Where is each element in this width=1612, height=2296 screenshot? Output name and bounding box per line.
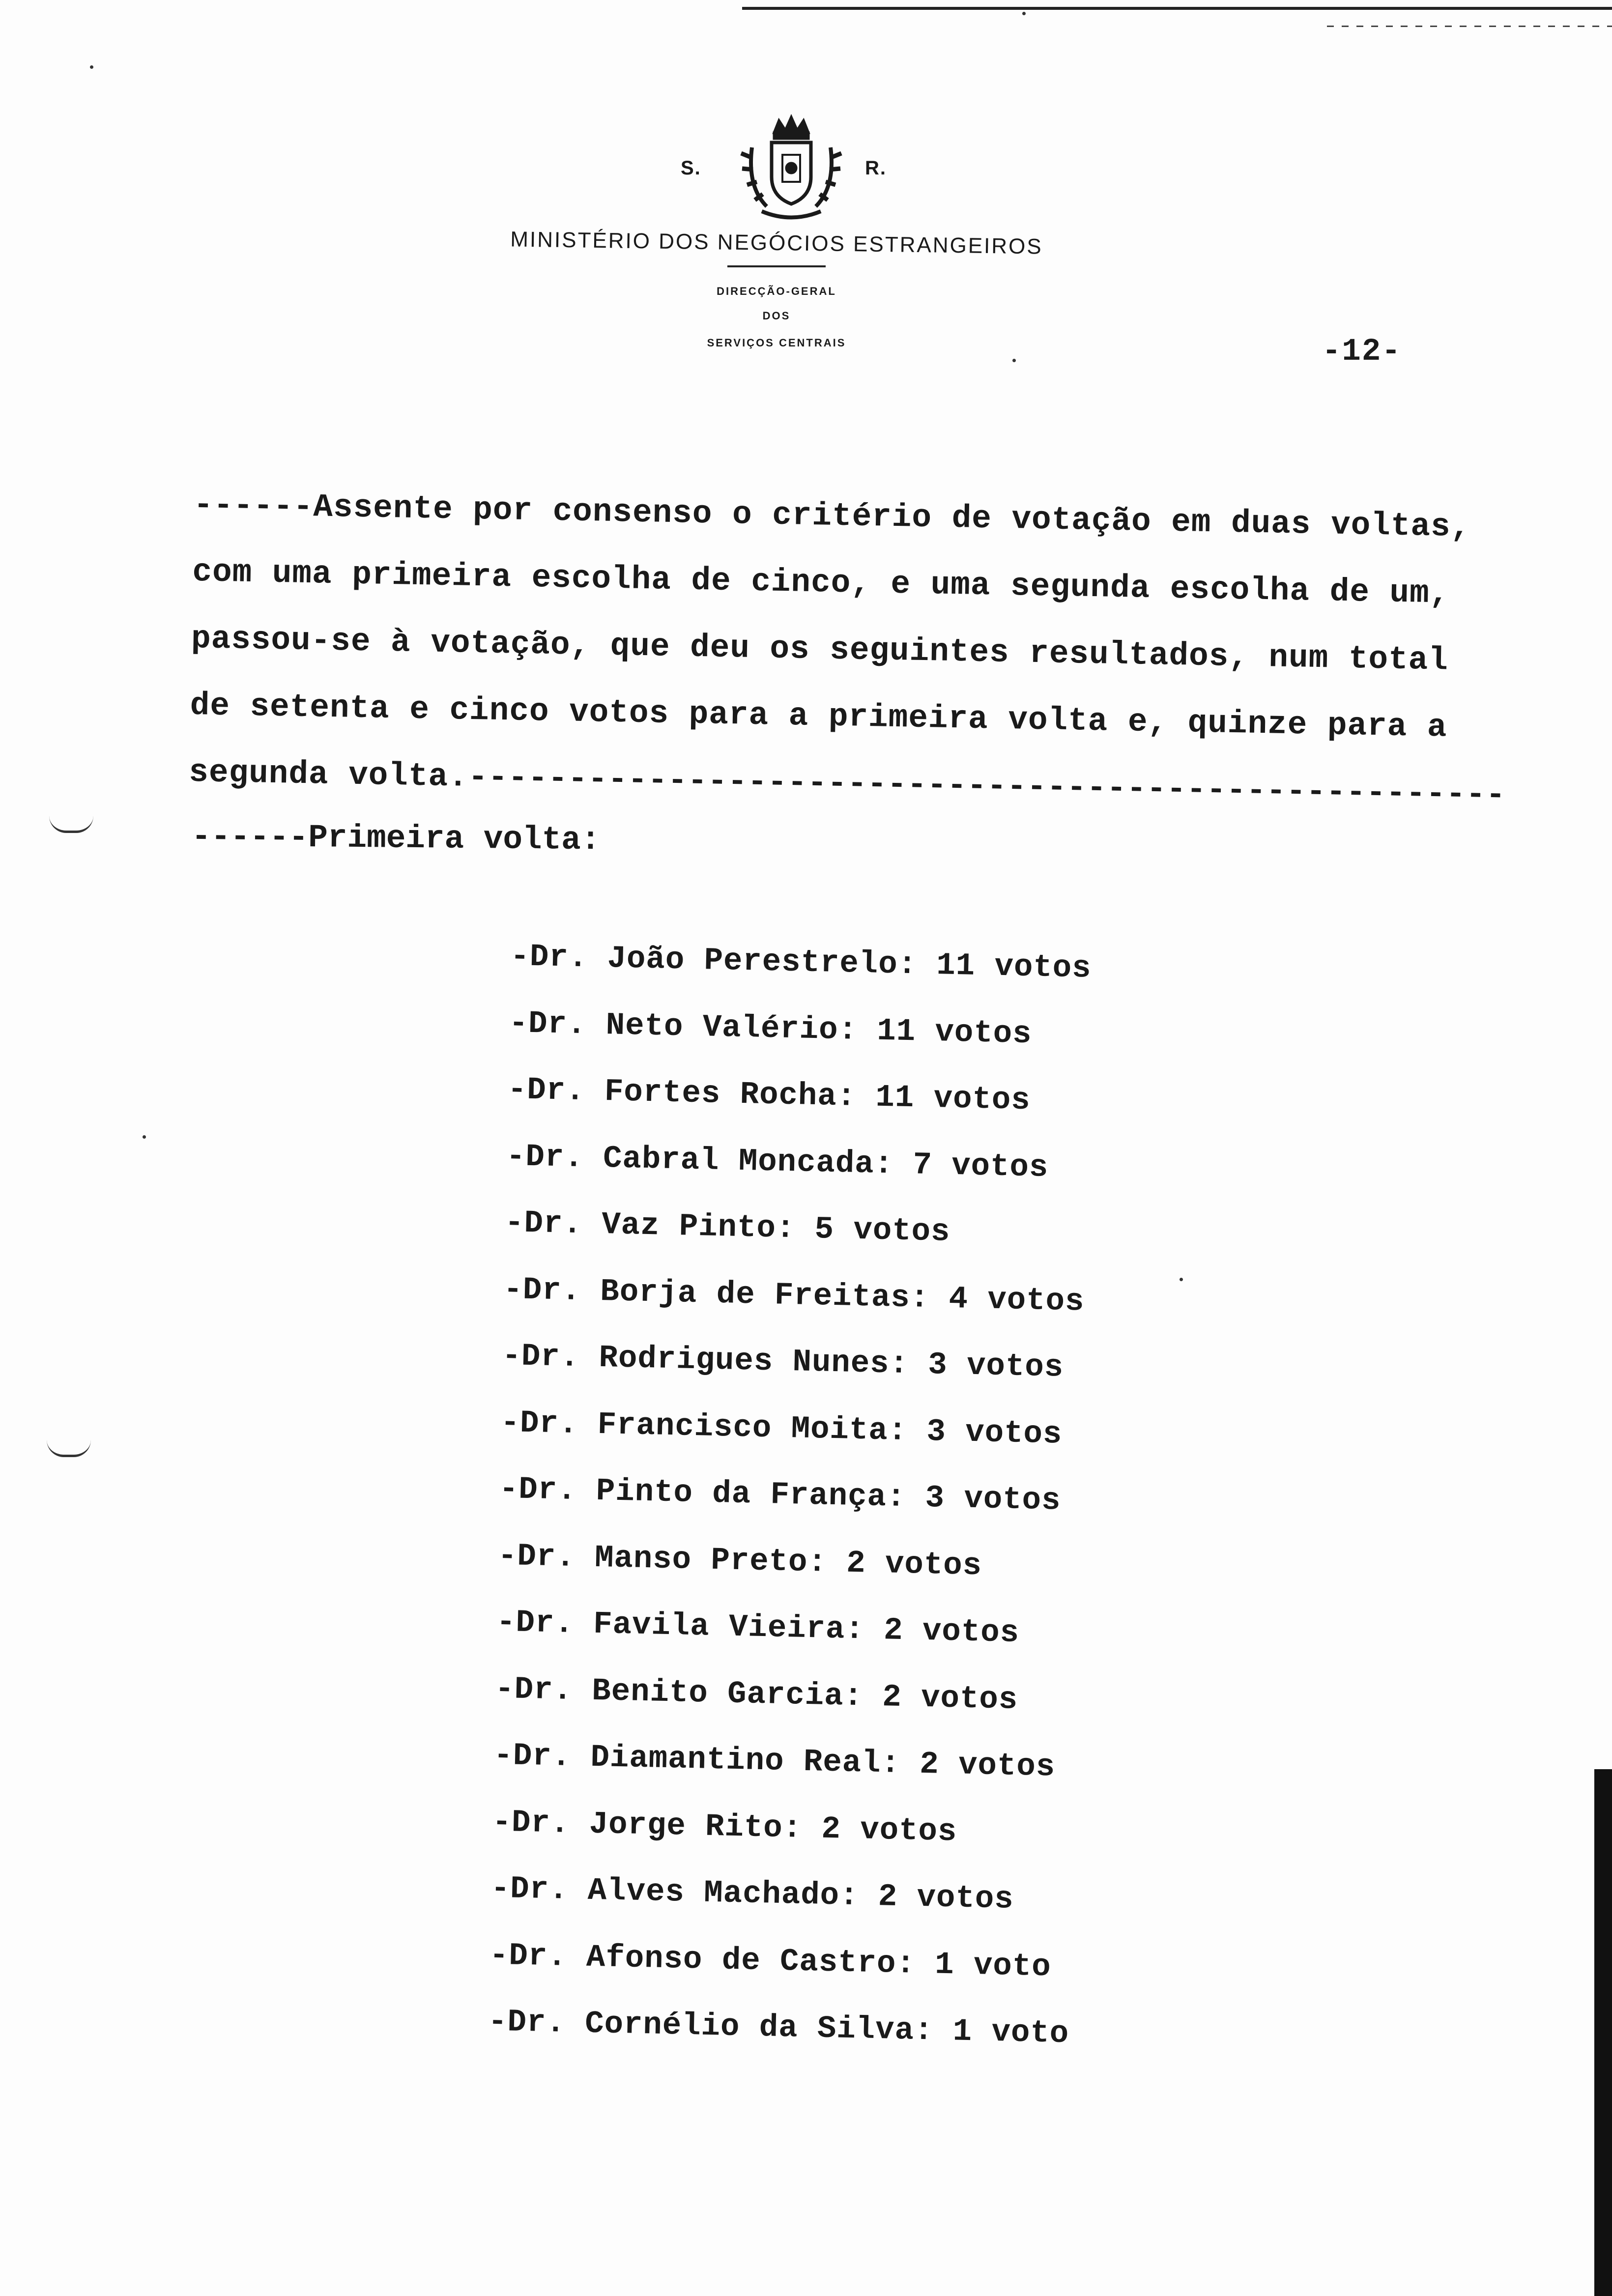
scan-speck: [1022, 12, 1026, 15]
vote-result-item: -Dr. Cabral Moncada: 7 votos: [506, 1139, 1049, 1186]
vote-result-item: -Dr. Borja de Freitas: 4 votos: [503, 1272, 1085, 1320]
vote-result-item: -Dr. Manso Preto: 2 votos: [497, 1538, 982, 1584]
coat-of-arms-seal-icon: [727, 113, 855, 226]
vote-result-item: -Dr. Diamantino Real: 2 votos: [493, 1738, 1056, 1785]
paragraph-line: ------Assente por consenso o critério de votação em duas voltas,: [193, 486, 1471, 546]
paragraph-line: passou-se à votação, que deu os seguintes resultados, num total: [191, 620, 1449, 679]
paragraph-line: segunda volta.----------------------------------------------------: [188, 753, 1506, 814]
department-line-3: SERVIÇOS CENTRAIS: [707, 337, 846, 349]
vote-result-item: -Dr. Rodrigues Nunes: 3 votos: [501, 1338, 1064, 1386]
vote-result-item: -Dr. Favila Vieira: 2 votos: [496, 1605, 1020, 1651]
paragraph-line: de setenta e cinco votos para a primeira volta e, quinze para a: [190, 687, 1448, 746]
vote-result-item: -Dr. Neto Valério: 11 votos: [509, 1005, 1033, 1052]
vote-result-item: -Dr. Fortes Rocha: 11 votos: [507, 1072, 1031, 1119]
vote-result-item: -Dr. Vaz Pinto: 5 votos: [504, 1205, 951, 1250]
vote-result-item: -Dr. João Perestrelo: 11 votos: [510, 939, 1092, 987]
vote-result-item: -Dr. Alves Machado: 2 votos: [490, 1871, 1014, 1918]
letterhead-initial-s: S.: [681, 157, 701, 179]
vote-result-item: -Dr. Cornélio da Silva: 1 voto: [488, 2004, 1069, 2052]
vote-result-item: -Dr. Afonso de Castro: 1 voto: [489, 1938, 1052, 1985]
scan-speck: [90, 65, 93, 69]
section-title-first-round: ------Primeira volta:: [191, 818, 601, 859]
first-round-results: [488, 924, 1199, 2070]
punch-hole-mark: [49, 816, 93, 833]
scan-speck: [143, 1135, 146, 1139]
scan-top-edge-dashes: [1327, 26, 1612, 27]
vote-result-item: -Dr. Benito Garcia: 2 votos: [494, 1671, 1018, 1718]
letterhead: [472, 113, 1101, 369]
department-line-1: DIRECÇÃO-GERAL: [717, 285, 836, 297]
opening-paragraph: [188, 472, 1521, 829]
punch-hole-mark: [47, 1440, 91, 1457]
ministry-name: MINISTÉRIO DOS NEGÓCIOS ESTRANGEIROS: [510, 227, 1043, 259]
department-line-2: DOS: [762, 310, 791, 322]
paragraph-line: com uma primeira escolha de cinco, e uma segunda escolha de um,: [192, 553, 1450, 612]
page-number: -12-: [1322, 334, 1402, 370]
scan-right-edge-shadow: [1594, 1769, 1612, 2296]
vote-result-item: -Dr. Pinto da França: 3 votos: [499, 1471, 1062, 1519]
ministry-underline: [727, 265, 826, 267]
vote-result-item: -Dr. Jorge Rito: 2 votos: [491, 1805, 958, 1850]
vote-result-item: -Dr. Francisco Moita: 3 votos: [500, 1405, 1063, 1453]
letterhead-initial-r: R.: [865, 157, 887, 179]
scan-top-edge-rule: [742, 7, 1612, 10]
